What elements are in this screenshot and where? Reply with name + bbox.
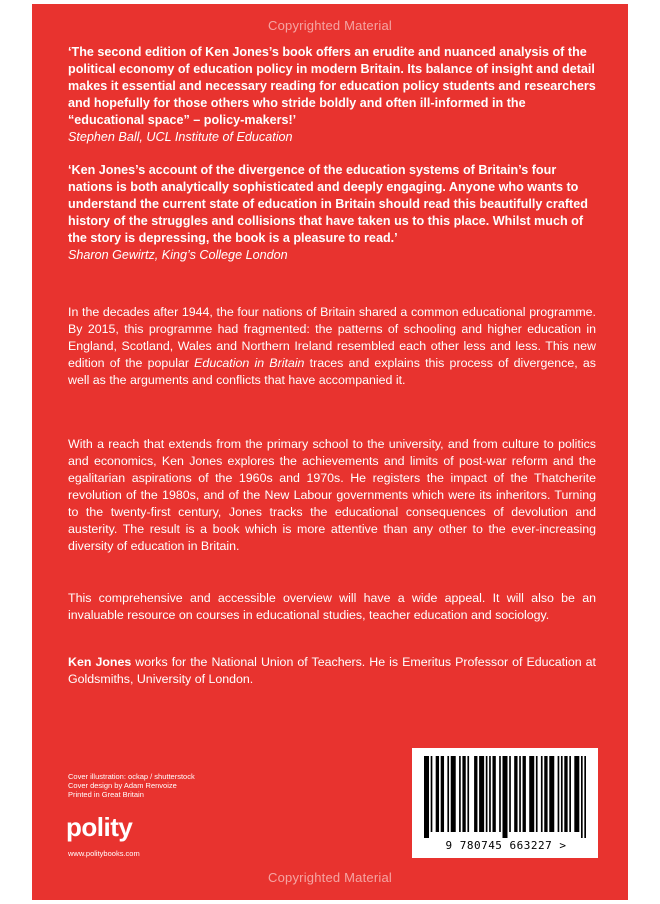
barcode-bar xyxy=(492,756,495,832)
barcode-bar xyxy=(436,756,439,832)
review-quote-2-text: ‘Ken Jones’s account of the divergence of the education systems of Britain’s four nations is both analytically sophisticated and deeply engaging. Anyone who wants to understand the current state of education in Britain should read this beautifully crafted history of the struggles and collisions that have taken us to this place. Whilst much of the story is depressing, the book is a pleasure to read.’ xyxy=(68,163,588,245)
watermark-top: Copyrighted Material xyxy=(268,18,392,33)
barcode-bar xyxy=(447,756,449,832)
credit-design: Cover design by Adam Renvoize xyxy=(68,781,177,790)
author-bio-text: works for the National Union of Teachers. He is Emeritus Professor of Education at Goldsmiths, University of London. xyxy=(68,655,596,686)
barcode-bar xyxy=(509,756,511,832)
review-quote-2 xyxy=(68,162,598,264)
barcode-bar xyxy=(574,756,579,832)
barcode-bar xyxy=(584,756,586,838)
barcode-number: 9 780745 663227 > xyxy=(445,839,567,852)
barcode-bar xyxy=(529,756,534,832)
barcode-bar xyxy=(479,756,484,832)
p1-text-a: In the decades after 1944, the four nations of Britain shared a common educational programme. By 2015, this programme had fragmented: the patterns of schooling and higher education in England, Scotland, Wales and Northern Ireland resembled each other less and less. This new edition of the popular xyxy=(68,305,596,370)
barcode-bar xyxy=(519,756,521,832)
publisher-website: www.politybooks.com xyxy=(68,849,140,858)
barcode-bar xyxy=(451,756,456,832)
credit-printed: Printed in Great Britain xyxy=(68,790,144,799)
barcode-bar xyxy=(459,756,461,832)
barcode-bar xyxy=(489,756,491,832)
isbn-barcode xyxy=(412,748,598,858)
book-title: Education in Britain xyxy=(194,356,305,370)
review-quote-1-text: ‘The second edition of Ken Jones’s book offers an erudite and nuanced analysis of the political economy of education policy in modern Britain. Its balance of insight and detail makes it essential and necessary reading for education policy students and researchers and hopefully for those others who stride boldly and often ill-informed in the “educational space” – policy-makers!’ xyxy=(68,45,596,127)
barcode-bar xyxy=(486,756,488,832)
description-paragraph-3: This comprehensive and accessible overview will have a wide appeal. It will also be an invaluable resource on courses in educational studies, teacher education and sociology. xyxy=(68,591,596,622)
barcode-bar xyxy=(523,756,526,832)
barcode-bar xyxy=(569,756,571,832)
publisher-logo: polity xyxy=(66,812,133,842)
barcode-bar xyxy=(541,756,543,832)
review-quote-1 xyxy=(68,44,598,146)
review-quote-2-attribution: Sharon Gewirtz, King’s College London xyxy=(68,248,288,262)
barcode-bar xyxy=(544,756,547,832)
barcode-bar xyxy=(514,756,517,832)
watermark-bottom: Copyrighted Material xyxy=(268,870,392,885)
author-name: Ken Jones xyxy=(68,655,132,669)
barcode-bar xyxy=(549,756,554,832)
barcode-bar xyxy=(462,756,465,832)
author-bio xyxy=(68,654,596,688)
description-paragraph-1 xyxy=(68,304,596,389)
cover-credits xyxy=(68,772,195,799)
barcode-bar xyxy=(502,756,507,838)
barcode-bar xyxy=(558,756,560,832)
credit-illustration: Cover illustration: ockap / shutterstock xyxy=(68,772,195,781)
barcode-bar xyxy=(581,756,583,838)
barcode-bar xyxy=(467,756,469,832)
barcode-bar xyxy=(424,756,429,838)
barcode-bar xyxy=(499,756,501,832)
back-cover xyxy=(32,4,628,900)
barcode-bar xyxy=(431,756,433,832)
description-paragraph-2: With a reach that extends from the primary school to the university, and from culture to politics and economics, Ken Jones explores the achievements and limits of post-war reform and the egalitarian aspirations of the 1960s and 1970s. He registers the impact of the Thatcherite revolution of the 1980s, and of the New Labour governments which were its inheritors. Turning to the twenty-first century, Jones tracks the educational consequences of devolution and austerity. The result is a book which is more attentive than any other to the ever-increasing diversity of education in Britain. xyxy=(68,437,596,553)
barcode-bar xyxy=(564,756,567,832)
barcode-bar xyxy=(441,756,444,832)
barcode-bars xyxy=(424,756,586,838)
barcode-bar xyxy=(474,756,477,832)
barcode-bar xyxy=(561,756,563,832)
barcode-bar xyxy=(536,756,538,832)
review-quote-1-attribution: Stephen Ball, UCL Institute of Education xyxy=(68,130,293,144)
p1-text-b: traces and explains this process of divergence, as well as the arguments and conflicts that have accompanied it. xyxy=(68,356,596,387)
